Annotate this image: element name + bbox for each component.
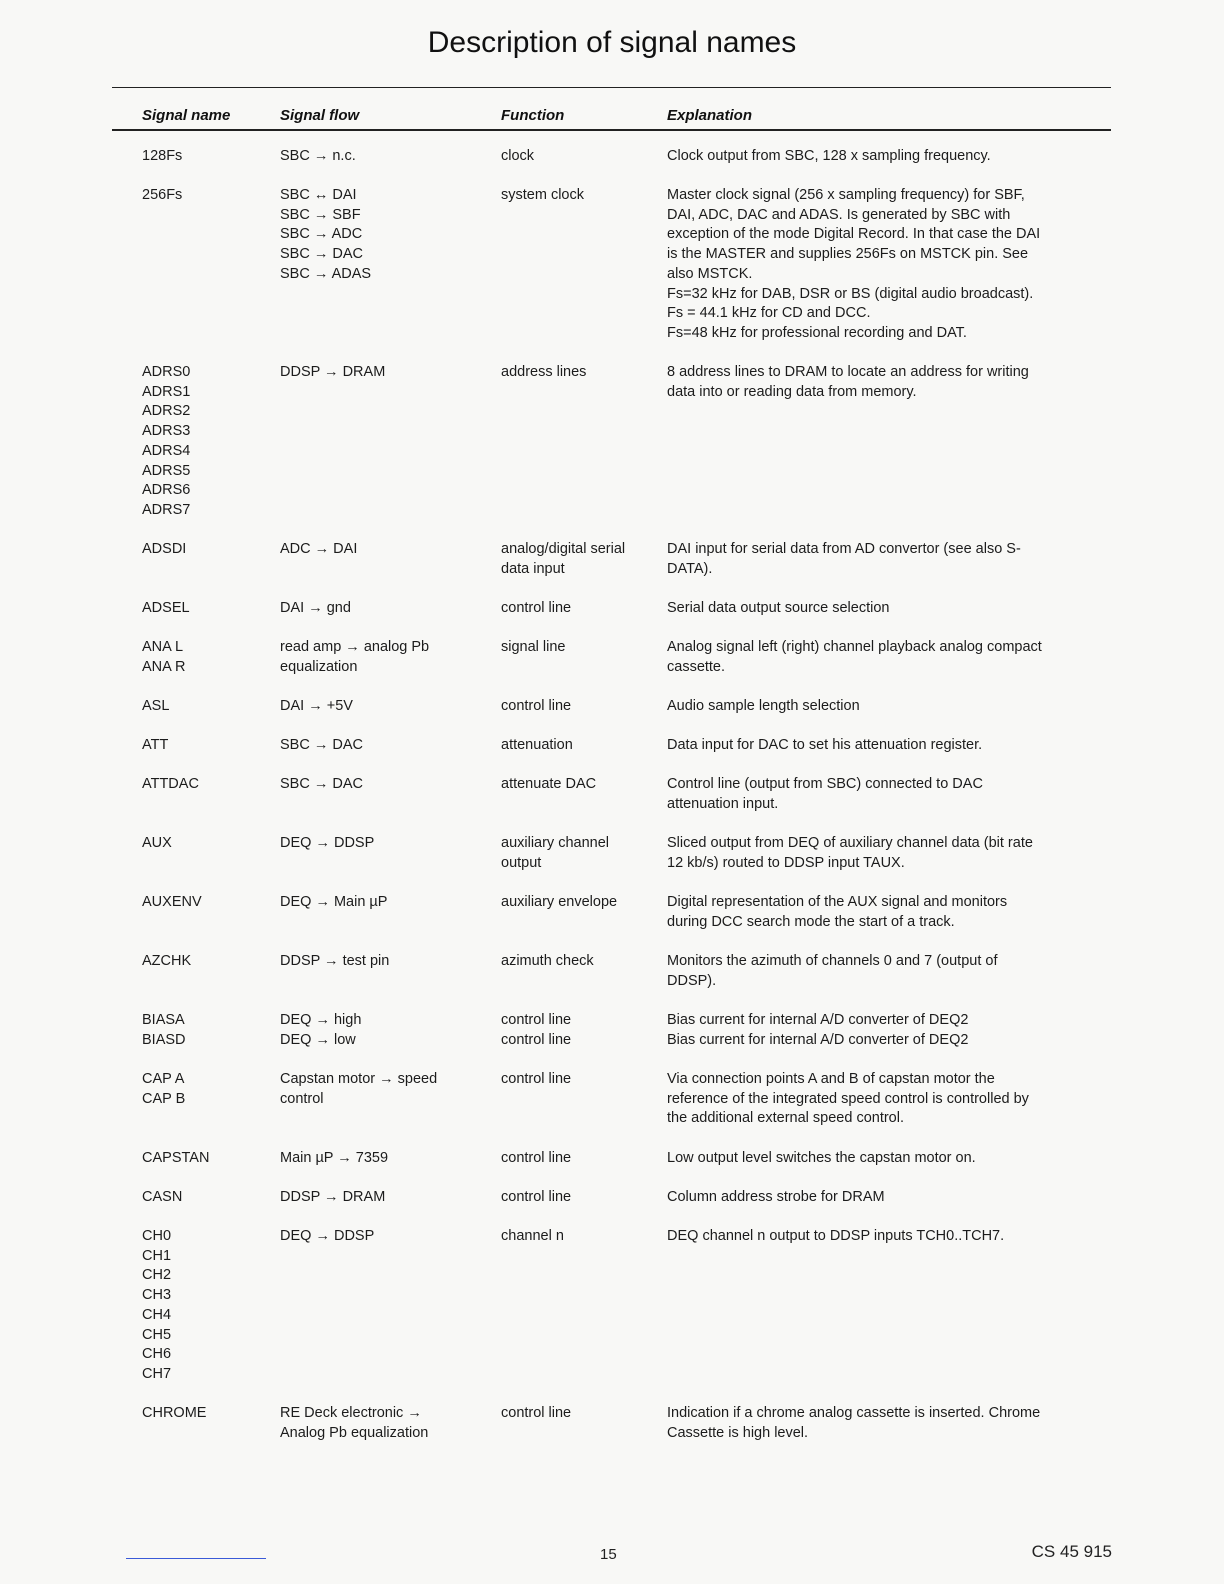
signal-name: ADSEL xyxy=(142,600,190,616)
signal-name: CASN xyxy=(142,1189,183,1205)
signal-function: control line control line xyxy=(501,1012,572,1048)
signal-function: channel n xyxy=(501,1228,564,1244)
signal-flow: DDSP → test pin xyxy=(280,953,390,969)
signal-name: ATTDAC xyxy=(142,776,199,792)
header-function: Function xyxy=(501,107,565,124)
signal-flow: DEQ → Main µP xyxy=(280,894,388,910)
signal-explanation: Sliced output from DEQ of auxiliary channel data (bit rate 12 kb/s) routed to DDSP input TAUX. xyxy=(667,835,1033,871)
signal-name: ANA L ANA R xyxy=(142,639,186,675)
signal-flow: SBC → DAC xyxy=(280,776,363,792)
signal-explanation: Serial data output source selection xyxy=(667,600,890,616)
signal-flow: SBC ↔ DAI SBC → SBF SBC → ADC SBC → DAC SBC → ADAS xyxy=(280,187,372,282)
signal-explanation: Via connection points A and B of capstan motor the reference of the integrated speed control is controlled by the additional external speed control. xyxy=(667,1071,1029,1127)
signal-flow: DDSP → DRAM xyxy=(280,1189,386,1205)
page-title: Description of signal names xyxy=(427,26,797,59)
signal-flow: Main µP → 7359 xyxy=(280,1150,389,1166)
signal-name: AZCHK xyxy=(142,953,192,969)
signal-explanation: Indication if a chrome analog cassette is inserted. Chrome Cassette is high level. xyxy=(667,1405,1041,1441)
signal-function: control line xyxy=(501,1150,572,1166)
signal-flow: DEQ → DDSP xyxy=(280,835,375,851)
footer-line xyxy=(126,1558,266,1559)
signal-function: control line xyxy=(501,600,572,616)
signal-function: auxiliary channel output xyxy=(501,835,610,871)
signal-explanation: Monitors the azimuth of channels 0 and 7 (output of DDSP). xyxy=(667,953,998,989)
signal-explanation: 8 address lines to DRAM to locate an address for writing data into or reading data from memory. xyxy=(667,364,1029,400)
signal-flow: RE Deck electronic → Analog Pb equalization xyxy=(280,1405,429,1441)
signal-name: 256Fs xyxy=(142,187,183,203)
signal-function: clock xyxy=(501,148,535,164)
signal-function: control line xyxy=(501,1189,572,1205)
signal-function: attenuate DAC xyxy=(501,776,597,792)
signal-flow: SBC → DAC xyxy=(280,737,363,753)
signal-name: AUXENV xyxy=(142,894,202,910)
signal-function: address lines xyxy=(501,364,587,380)
document-code: CS 45 915 xyxy=(1031,1542,1112,1561)
signal-name: 128Fs xyxy=(142,148,183,164)
signal-function: signal line xyxy=(501,639,566,655)
top-rule xyxy=(112,87,1111,88)
signal-explanation: Digital representation of the AUX signal and monitors during DCC search mode the start of a track. xyxy=(667,894,1008,930)
signal-name: AUX xyxy=(142,835,172,851)
signal-explanation: DEQ channel n output to DDSP inputs TCH0..TCH7. xyxy=(667,1228,1005,1244)
signal-name: ASL xyxy=(142,698,170,714)
header-signal-name: Signal name xyxy=(142,107,231,124)
signal-name: CAP A CAP B xyxy=(142,1071,186,1107)
signal-flow: DEQ → high DEQ → low xyxy=(280,1012,362,1048)
signal-function: control line xyxy=(501,1405,572,1421)
page-number: 15 xyxy=(600,1546,617,1563)
signal-name: BIASA BIASD xyxy=(142,1012,186,1048)
signal-explanation: DAI input for serial data from AD convertor (see also S- DATA). xyxy=(667,541,1021,577)
signal-name: CAPSTAN xyxy=(142,1150,210,1166)
signal-flow: DEQ → DDSP xyxy=(280,1228,375,1244)
signal-function: auxiliary envelope xyxy=(501,894,618,910)
signal-name: ADRS0 ADRS1 ADRS2 ADRS3 ADRS4 ADRS5 ADRS6 ADRS7 xyxy=(142,364,191,518)
signal-flow: DDSP → DRAM xyxy=(280,364,386,380)
signal-name: ATT xyxy=(142,737,169,753)
signal-function: control line xyxy=(501,1071,572,1087)
signal-function: attenuation xyxy=(501,737,573,753)
signal-explanation: Master clock signal (256 x sampling frequency) for SBF, DAI, ADC, DAC and ADAS. Is generated by SBC with exception of the mode Digital Record. In that case the DAI is the MASTER and supplies 256Fs on MSTCK pin. See also MSTCK. Fs=32 kHz for DAB, DSR or BS (digital audio broadcast). Fs = 44.1 kHz for CD and DCC. Fs=48 kHz for professional recording and DAT. xyxy=(667,187,1041,341)
signal-flow: Capstan motor → speed control xyxy=(280,1071,438,1107)
signal-flow: ADC → DAI xyxy=(280,541,358,557)
signal-function: azimuth check xyxy=(501,953,594,969)
signal-explanation: Bias current for internal A/D converter of DEQ2 Bias current for internal A/D converter of DEQ2 xyxy=(667,1012,969,1048)
signal-flow: SBC → n.c. xyxy=(280,148,356,164)
header-explanation: Explanation xyxy=(667,107,753,124)
signal-flow: DAI → gnd xyxy=(280,600,351,616)
signal-explanation: Column address strobe for DRAM xyxy=(667,1189,885,1205)
signal-name: CH0 CH1 CH2 CH3 CH4 CH5 CH6 CH7 xyxy=(142,1228,172,1382)
signal-explanation: Clock output from SBC, 128 x sampling frequency. xyxy=(667,148,991,164)
signal-flow: read amp → analog Pb equalization xyxy=(280,639,430,675)
signal-explanation: Low output level switches the capstan motor on. xyxy=(667,1150,976,1166)
signal-function: control line xyxy=(501,698,572,714)
header-signal-flow: Signal flow xyxy=(280,107,360,124)
signal-explanation: Analog signal left (right) channel playback analog compact cassette. xyxy=(667,639,1042,675)
header-rule xyxy=(112,129,1111,131)
signal-name: ADSDI xyxy=(142,541,187,557)
signal-explanation: Data input for DAC to set his attenuation register. xyxy=(667,737,983,753)
signal-function: analog/digital serial data input xyxy=(501,541,626,577)
signal-explanation: Audio sample length selection xyxy=(667,698,860,714)
signal-function: system clock xyxy=(501,187,584,203)
signal-flow: DAI → +5V xyxy=(280,698,353,714)
signal-explanation: Control line (output from SBC) connected to DAC attenuation input. xyxy=(667,776,983,812)
signal-name: CHROME xyxy=(142,1405,207,1421)
